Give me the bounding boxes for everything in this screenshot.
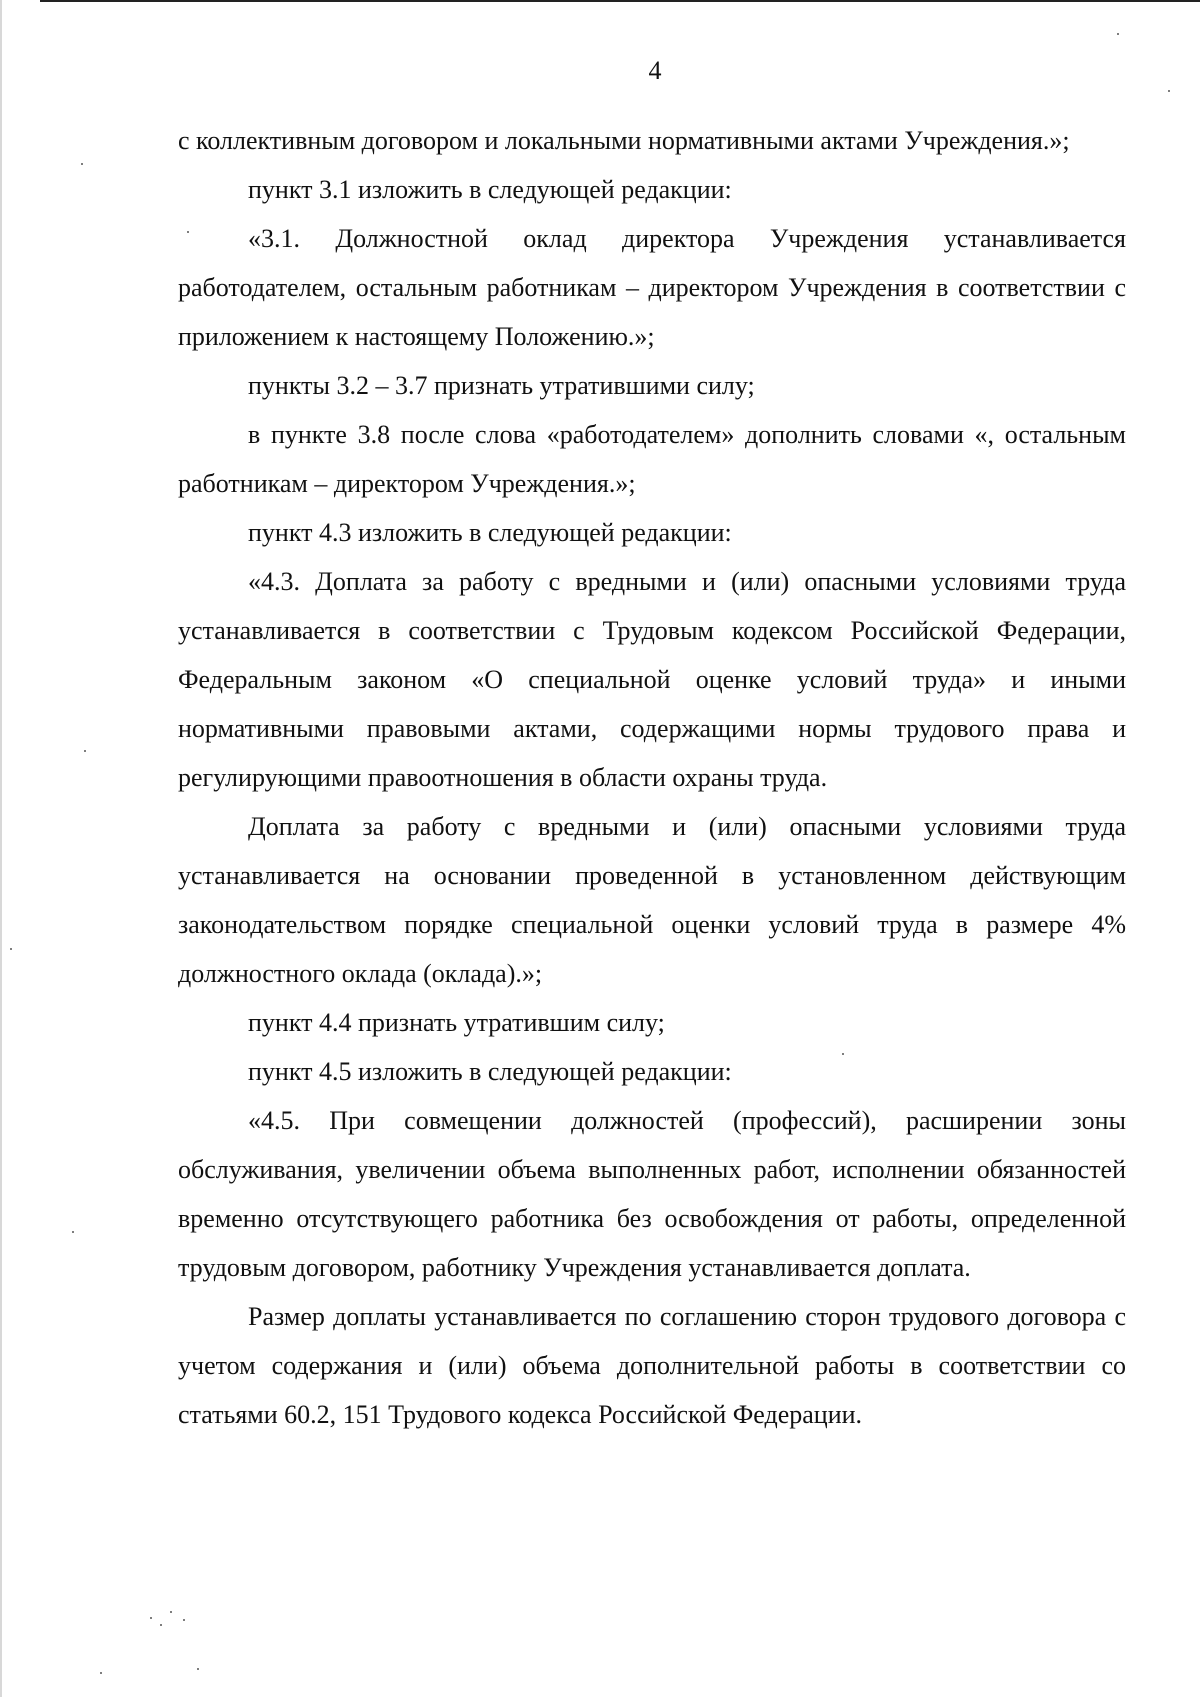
scan-speck	[842, 1053, 844, 1055]
paragraph-4-4: пункт 4.4 признать утратившим силу;	[248, 1008, 665, 1037]
paragraph-3-2-3-7: пункты 3.2 – 3.7 признать утратившими силу;	[248, 371, 755, 400]
page-top-border	[40, 0, 1200, 2]
paragraph-3-8: в пункте 3.8 после слова «работодателем» дополнить словами «, остальным работникам – директором Учреждения.»;	[178, 420, 1126, 498]
scan-speck	[84, 750, 86, 752]
document-body	[178, 116, 1126, 1439]
paragraph-3-1-text: «3.1. Должностной оклад директора Учреждения устанавливается работодателем, остальным работникам – директором Учреждения в соответствии с приложением к настоящему Положению.»;	[178, 224, 1126, 351]
paragraph-continuation: с коллективным договором и локальными нормативными актами Учреждения.»;	[178, 126, 1070, 155]
scan-speck	[160, 1624, 162, 1626]
scan-speck	[1117, 33, 1119, 35]
paragraph-3-1-intro: пункт 3.1 изложить в следующей редакции:	[248, 175, 732, 204]
scan-speck	[81, 163, 83, 165]
paragraph-4-3-intro: пункт 4.3 изложить в следующей редакции:	[248, 518, 732, 547]
scan-speck	[10, 948, 12, 950]
scan-speck	[183, 1619, 185, 1621]
paragraph-4-5-text-2: Размер доплаты устанавливается по соглашению сторон трудового договора с учетом содержания и (или) объема дополнительной работы в соответствии со статьями 60.2, 151 Трудового кодекса Российской Федерации.	[178, 1302, 1126, 1429]
page-left-border	[0, 0, 2, 1697]
paragraph-4-3-text: «4.3. Доплата за работу с вредными и (или) опасными условиями труда устанавливается в соответствии с Трудовым кодексом Российской Федерации, Федеральным законом «О специальной оценке условий труда» и иными нормативными правовыми актами, содержащими нормы трудового права и регулирующими правоотношения в области охраны труда.	[178, 567, 1126, 792]
scan-speck	[187, 231, 189, 233]
paragraph-4-5-intro: пункт 4.5 изложить в следующей редакции:	[248, 1057, 732, 1086]
scan-speck	[150, 1617, 152, 1619]
scan-speck	[100, 1672, 102, 1674]
scan-speck	[72, 1231, 74, 1233]
scan-speck	[1168, 90, 1170, 92]
scan-speck	[170, 1611, 172, 1613]
scan-speck	[197, 1668, 199, 1670]
paragraph-4-5-text: «4.5. При совмещении должностей (профессий), расширении зоны обслуживания, увеличении объема выполненных работ, исполнении обязанностей временно отсутствующего работника без освобождения от работы, определенной трудовым договором, работнику Учреждения устанавливается доплата.	[178, 1106, 1126, 1282]
page-number: 4	[648, 56, 662, 85]
paragraph-4-3-text-2: Доплата за работу с вредными и (или) опасными условиями труда устанавливается на основании проведенной в установленном действующим законодательством порядке специальной оценки условий труда в размере 4% должностного оклада (оклада).»;	[178, 812, 1126, 988]
